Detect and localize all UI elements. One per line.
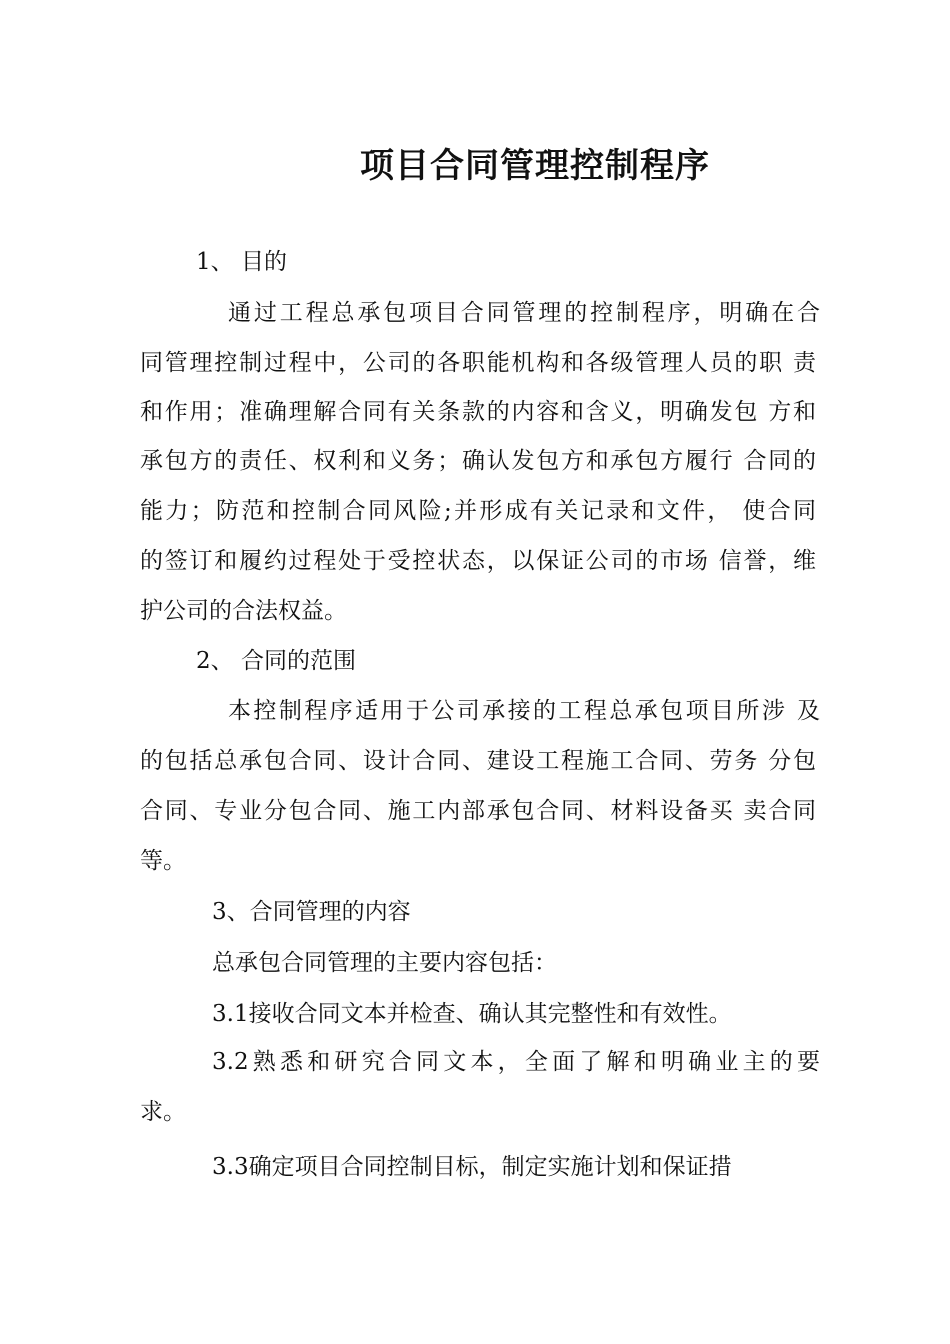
section-2-line: 合同、专业分包合同、施工内部承包合同、材料设备买 卖合同	[140, 798, 816, 824]
section-3-line: 总承包合同管理的主要内容包括：	[212, 950, 557, 976]
section-2-line: 本控制程序适用于公司承接的工程总承包项目所涉 及	[228, 698, 820, 724]
section-1-line: 承包方的责任、权利和义务；确认发包方和承包方履行 合同的	[140, 448, 816, 474]
section-1-line: 护公司的合法权益。	[140, 598, 347, 624]
section-3-line: 3.3确定项目合同控制目标，制定实施计划和保证措	[212, 1154, 732, 1180]
section-1-line: 的签订和履约过程处于受控状态，以保证公司的市场 信誉，维	[140, 548, 816, 574]
section-3-heading: 3、合同管理的内容	[212, 899, 411, 925]
section-1-line: 通过工程总承包项目合同管理的控制程序，明确在合	[228, 300, 820, 326]
section-2-line: 的包括总承包合同、设计合同、建设工程施工合同、劳务 分包	[140, 748, 816, 774]
section-3-line: 3.2熟悉和研究合同文本，全面了解和明确业主的要	[212, 1049, 820, 1075]
section-2-heading: 2、 合同的范围	[196, 648, 356, 674]
section-1-heading: 1、 目的	[196, 249, 287, 275]
document-title: 项目合同管理控制程序	[360, 146, 710, 186]
section-3-line: 3.1接收合同文本并检查、确认其完整性和有效性。	[212, 1001, 732, 1027]
section-2-line: 等。	[140, 848, 186, 874]
section-1-line: 能力；防范和控制合同风险;并形成有关记录和文件， 使合同	[140, 498, 816, 524]
section-1-line: 和作用；准确理解合同有关条款的内容和含义，明确发包 方和	[140, 399, 816, 425]
section-1-line: 同管理控制过程中，公司的各职能机构和各级管理人员的职 责	[140, 350, 816, 376]
section-3-line: 求。	[140, 1099, 186, 1125]
